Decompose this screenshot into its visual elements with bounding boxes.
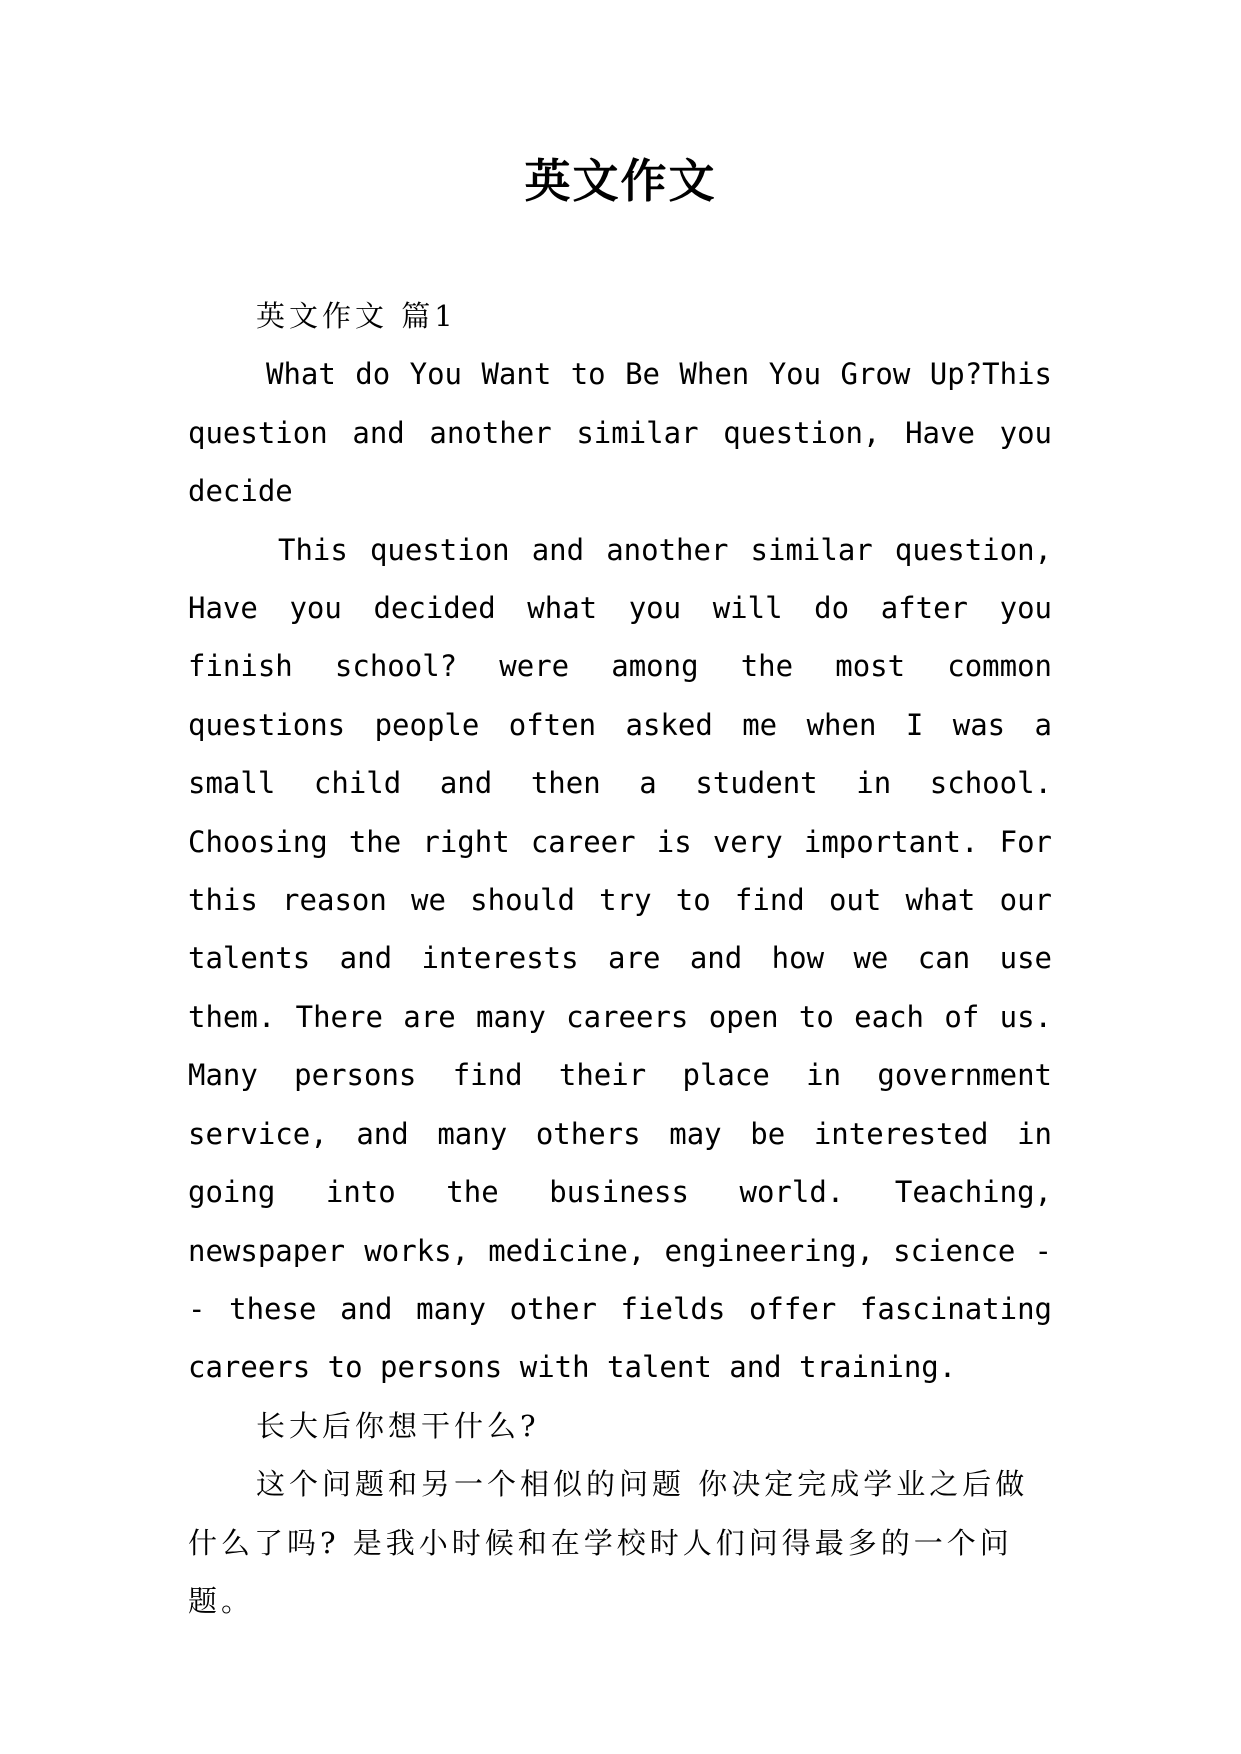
document-title: 英文作文 [524, 154, 717, 208]
paragraph-intro: What do You Want to Be When You Grow Up?This question and another similar question, Have you decide [188, 357, 1052, 509]
paragraph-chinese-heading: 长大后你想干什么? [256, 1408, 540, 1443]
section-heading: 英文作文 篇1 [256, 299, 457, 333]
paragraph-essay-english: This question and another similar question, Have you decided what you will do after you finish school? were among the most common questions people often asked me when I was a small child and then a student in school. Choosing the right career is very important. For this reason we should try to find out what our talents and interests are and how we can use them. There are many careers open to each of us. Many persons find their place in government service, and many others may be interested in going into the business world. Teaching, newspaper works, medicine, engineering, science -- these and many other fields offer fascinating careers to persons with talent and training. [188, 532, 1052, 1385]
document-body [188, 287, 1052, 1630]
paragraph-chinese-translation: 这个问题和另一个相似的问题 你决定完成学业之后做什么了吗? 是我小时候和在学校时人们问得最多的一个问题。 [188, 1467, 1029, 1618]
